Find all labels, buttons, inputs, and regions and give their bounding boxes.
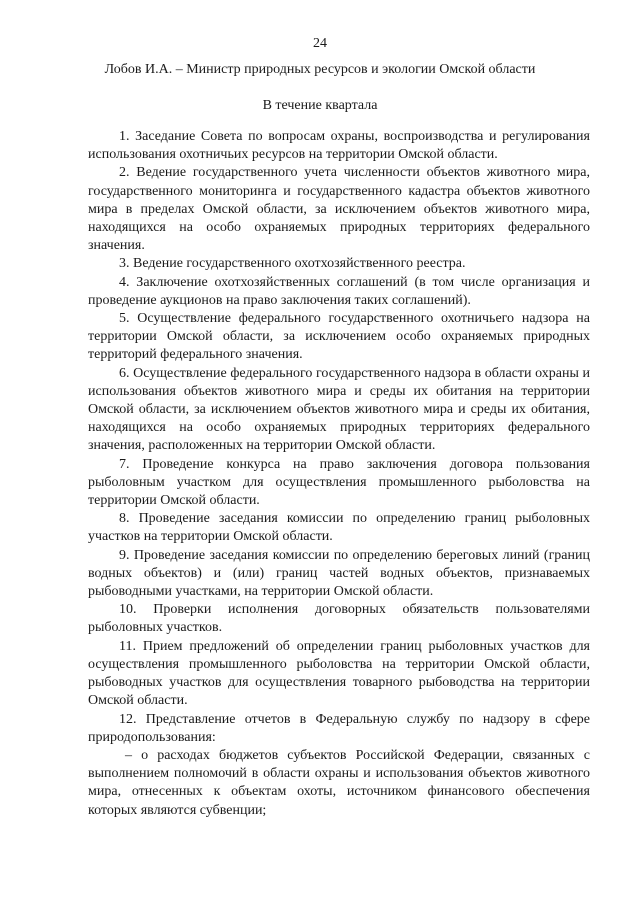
- list-item-1: 1. Заседание Совета по вопросам охраны, воспроизводства и регулирования использования охотничьих ресурсов на территории Омской области.: [88, 129, 590, 163]
- page-number: 24: [313, 36, 327, 51]
- list-item-10: 10. Проверки исполнения договорных обязательств пользователями рыболовных участков.: [88, 602, 590, 636]
- list-item-6: 6. Осуществление федерального государственного надзора в области охраны и использования объектов животного мира и среды их обитания на территории Омской области, за исключением объектов животного мира и среды их обитания, находящихся на особо охраняемых природных территориях федерального значения, расположенных на территории Омской области.: [88, 365, 590, 454]
- list-item-2: 2. Ведение государственного учета численности объектов животного мира, государственного мониторинга и государственного кадастра объектов животного мира в пределах Омской области, за исключением объектов животного мира, находящихся на особо охраняемых природных территориях федерального значения.: [88, 165, 590, 254]
- list-item-9: 9. Проведение заседания комиссии по определению береговых линий (границ водных объектов) и (или) границ частей водных объектов, признаваемых рыбоводными участками, на территории Омской области.: [88, 547, 590, 600]
- list-item-11: 11. Прием предложений об определении границ рыболовных участков для осуществления промышленного рыболовства на территории Омской области, рыбоводных участков для осуществления товарного рыбоводства на территории Омской области.: [88, 638, 590, 709]
- list-item-8: 8. Проведение заседания комиссии по определению границ рыболовных участков на территории Омской области.: [88, 511, 590, 545]
- list-item-7: 7. Проведение конкурса на право заключения договора пользования рыболовным участком для осуществления промышленного рыболовства на территории Омской области.: [88, 456, 590, 509]
- list-item-4: 4. Заключение охотхозяйственных соглашений (в том числе организация и проведение аукционов на право заключения таких соглашений).: [88, 274, 590, 308]
- responsible-person-header: Лобов И.А. – Министр природных ресурсов и экологии Омской области: [104, 62, 536, 77]
- list-item-12: 12. Представление отчетов в Федеральную службу по надзору в сфере природопользования:: [88, 711, 590, 745]
- list-item-3: 3. Ведение государственного охотхозяйственного реестра.: [119, 256, 466, 272]
- period-subheading: В течение квартала: [262, 98, 378, 113]
- list-item-5: 5. Осуществление федерального государственного охотничьего надзора на территории Омской области, за исключением особо охраняемых природных территорий федерального значения.: [88, 311, 590, 363]
- list-item-12-dash-subitem: – о расходах бюджетов субъектов Российской Федерации, связанных с выполнением полномочий в области охраны и использования объектов животного мира, отнесенных к объектам охоты, источником финансового обеспечения которых являются субвенции;: [88, 747, 590, 818]
- document-body: [88, 128, 590, 820]
